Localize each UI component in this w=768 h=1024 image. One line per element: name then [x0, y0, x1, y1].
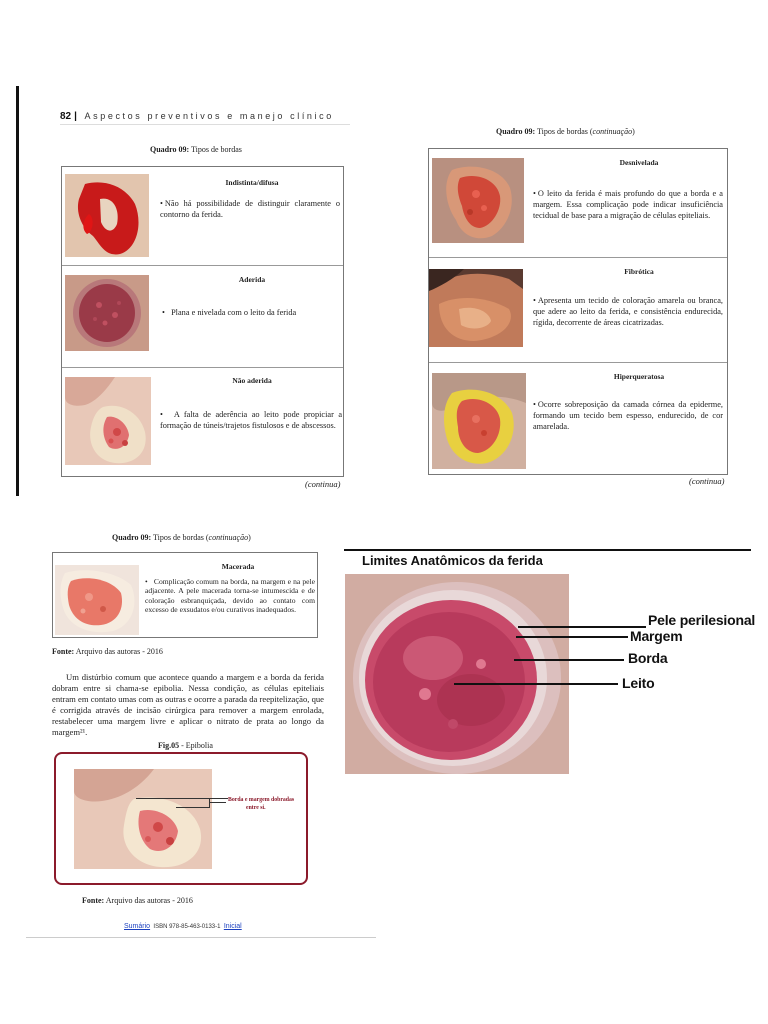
page-number: 82 — [60, 111, 72, 122]
fonte-figure — [82, 896, 193, 905]
table-row — [429, 258, 727, 363]
wound-photo-aderida — [65, 275, 149, 351]
row-title: Não aderida — [232, 376, 272, 385]
caption-italic: continuação — [208, 533, 249, 542]
label-line-margem — [516, 636, 628, 638]
label-line-pele — [518, 626, 646, 628]
row-text: Apresenta um tecido de coloração amarela ou branca, que adere ao leito da ferida, e consistência endurecida, rígida, decorrente de áreas cicatrizadas. — [533, 296, 723, 327]
row-text: Ocorre sobreposição da camada córnea da epiderme, formando um tecido bem espesso, endurecido, de cor amarelada. — [533, 400, 723, 431]
header-separator: | — [74, 111, 77, 122]
caption-label: Quadro 09: — [150, 145, 190, 154]
row-text: Complicação comum na borda, na margem e na pele adjacente. A pele macerada torna-se intumescida e de coloração esbranquiçada, devido ao contato com excesso de exsudatos e/ou curativos inadequados. — [145, 577, 316, 615]
quadro-bottom-table — [52, 552, 318, 638]
fonte-quadro — [52, 647, 163, 656]
wound-photo-hiperqueratosa — [432, 373, 526, 469]
row-title: Fibrótica — [624, 267, 654, 276]
quadro-left-caption — [150, 145, 242, 154]
annotation-line-1: Borda e margem dobradas — [228, 797, 295, 803]
header-title: Aspectos preventivos e manejo clínico — [84, 111, 334, 121]
wound-photo-nao-aderida — [65, 377, 151, 465]
annotation-connector — [210, 802, 226, 803]
anatomy-top-rule — [344, 549, 751, 551]
table-row — [429, 363, 727, 476]
wound-photo-macerada — [55, 565, 139, 635]
fonte-text: Arquivo das autoras - 2016 — [74, 647, 163, 656]
bullet: • — [533, 189, 536, 198]
row-title: Desnivelada — [619, 158, 659, 167]
table-row — [62, 167, 343, 266]
label-line-borda — [514, 659, 624, 661]
epibolia-figure — [54, 752, 308, 885]
page-left-rule — [16, 86, 19, 496]
row-description — [162, 308, 342, 319]
page-header — [60, 111, 334, 122]
caption-text: Tipos de bordas — [189, 145, 242, 154]
figure-caption — [158, 741, 213, 750]
row-text: A falta de aderência ao leito pode propiciar a formação de túneis/trajetos fistulosos e de abscessos. — [160, 410, 342, 430]
quadro-right-caption — [496, 127, 635, 136]
quadro-bottom-caption — [112, 533, 251, 542]
wound-photo-indistinta — [65, 174, 149, 257]
header-rule — [60, 124, 350, 125]
row-description — [160, 410, 342, 432]
anatomy-title: Limites Anatômicos da ferida — [362, 553, 543, 568]
annotation-line-2: entre si. — [246, 804, 266, 811]
table-row — [62, 266, 343, 368]
row-title: Hiperqueratosa — [613, 372, 665, 381]
wound-photo-fibrotica — [429, 269, 523, 347]
bullet: • — [160, 199, 163, 208]
caption-label: Quadro 09: — [496, 127, 536, 136]
continua-right: (continua) — [689, 476, 725, 486]
inicial-link[interactable]: Inicial — [223, 923, 242, 930]
row-text: Plana e nivelada com o leito da ferida — [171, 308, 297, 317]
label-leito: Leito — [622, 675, 655, 691]
sumario-link[interactable]: Sumário — [124, 923, 151, 930]
quadro-left-table — [61, 166, 344, 477]
wound-photo-desnivelada — [432, 158, 524, 243]
fonte-label: Fonte: — [82, 896, 105, 905]
footer-rule — [26, 937, 376, 938]
row-description — [533, 400, 723, 432]
caption-italic: continuação — [592, 127, 633, 136]
row-title: Aderida — [238, 275, 266, 284]
row-title: Macerada — [221, 562, 255, 571]
fonte-text: Arquivo das autoras - 2016 — [104, 896, 193, 905]
row-title: Indistinta/difusa — [225, 178, 279, 187]
row-description — [533, 189, 723, 221]
row-description — [160, 199, 340, 221]
wound-photo-epibolia — [74, 769, 212, 869]
row-description — [145, 577, 315, 615]
label-line-leito — [454, 683, 618, 685]
caption-label: Quadro 09: — [112, 533, 152, 542]
label-borda: Borda — [628, 650, 668, 666]
bullet: • — [162, 308, 165, 317]
annotation-bracket — [176, 798, 210, 808]
epibolia-paragraph: Um distúrbio comum que acontece quando a margem e a borda da ferida dobram entre si chama-se epibolia. Nessa condição, as células epiteliais entram em contato umas com as outras e ocorre a parada da reepitelização, que é corrigida através de incisão cirúrgica para remover a margem enrolada, restabelecer uma margem livre e aplicar o nitrato de prata ao longo da margem²¹. — [52, 672, 324, 737]
figure-label: Fig.05 — [158, 741, 180, 750]
caption-text: Tipos de bordas ( — [535, 127, 593, 136]
wound-photo-anatomy — [345, 574, 569, 774]
row-description — [533, 296, 723, 328]
label-pele-perilesional: Pele perilesional — [648, 612, 756, 628]
bullet: • — [533, 400, 536, 409]
bullet: • — [145, 577, 148, 586]
bullet: • — [160, 410, 163, 419]
caption-end: ) — [248, 533, 251, 542]
quadro-right-table — [428, 148, 728, 475]
annotation-label — [228, 797, 294, 813]
fonte-label: Fonte: — [52, 647, 75, 656]
label-margem: Margem — [630, 628, 683, 644]
row-text: Não há possibilidade de distinguir claramente o contorno da ferida. — [160, 199, 340, 219]
table-row — [429, 149, 727, 258]
isbn: ISBN 978-85-463-0133-1 — [153, 924, 221, 930]
bullet: • — [533, 296, 536, 305]
table-row — [62, 368, 343, 478]
row-text: O leito da ferida é mais profundo do que a borda e a margem. Essa complicação pode indicar insuficiência tecidual de base para a migração de células epiteliais. — [533, 189, 723, 220]
figure-caption-text: - Epibolia — [179, 741, 213, 750]
caption-end: ) — [632, 127, 635, 136]
page-footer — [124, 923, 242, 930]
caption-text: Tipos de bordas ( — [151, 533, 209, 542]
continua-left: (continua) — [305, 479, 341, 489]
